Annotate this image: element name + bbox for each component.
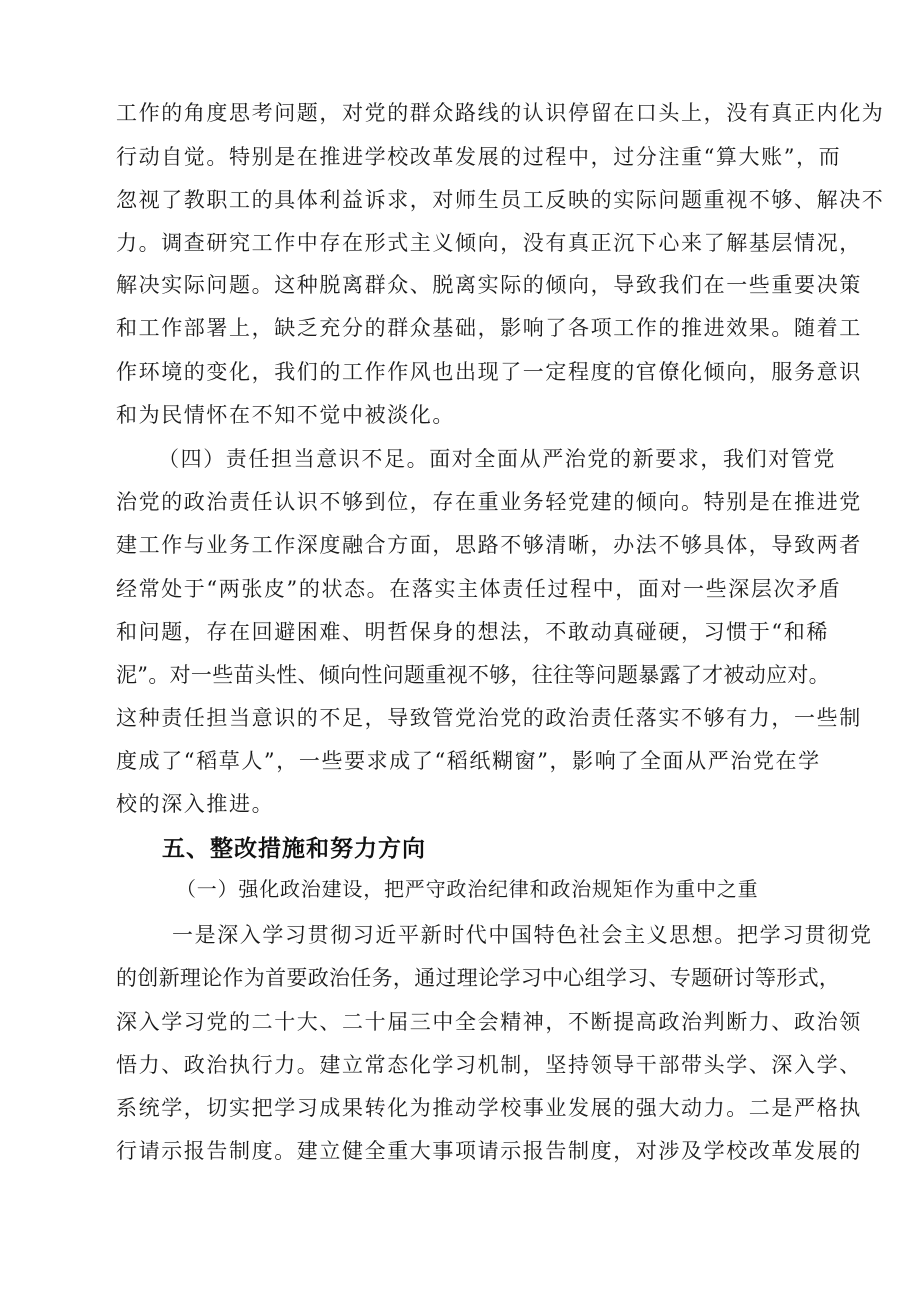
paragraph-2-line-5: 和问题，存在回避困难、明哲保身的想法，不敢动真碰硬，习惯于“和稀 bbox=[116, 620, 829, 644]
paragraph-1-line-8: 和为民情怀在不知不觉中被淡化。 bbox=[116, 403, 455, 427]
paragraph-1-line-5: 解决实际问题。这种脱离群众、脱离实际的倾向，导致我们在一些重要决策 bbox=[116, 273, 862, 297]
subsection-heading: （一）强化政治建设，把严守政治纪律和政治规矩作为重中之重 bbox=[176, 877, 759, 901]
section-heading: 五、整改措施和努力方向 bbox=[162, 836, 426, 862]
paragraph-1-line-3: 忽视了教职工的具体利益诉求，对师生员工反映的实际问题重视不够、解决不 bbox=[116, 188, 885, 212]
paragraph-1-line-7: 作环境的变化，我们的工作作风也出现了一定程度的官僚化倾向，服务意识 bbox=[116, 360, 862, 384]
paragraph-2-line-2: 治党的政治责任认识不够到位，存在重业务轻党建的倾向。特别是在推进党 bbox=[116, 490, 862, 514]
paragraph-1-line-2: 行动自觉。特别是在推进学校改革发展的过程中，过分注重“算大账”，而 bbox=[116, 145, 842, 169]
paragraph-3-line-6: 行请示报告制度。建立健全重大事项请示报告制度，对涉及学校改革发展的 bbox=[116, 1139, 862, 1163]
paragraph-2-line-9: 校的深入推进。 bbox=[116, 792, 275, 816]
paragraph-3-line-5: 系统学，切实把学习成果转化为推动学校事业发展的强大动力。二是严格执 bbox=[116, 1096, 862, 1120]
paragraph-2-line-6: 泥”。对一些苗头性、倾向性问题重视不够，往往等问题暴露了才被动应对。 bbox=[116, 663, 830, 687]
paragraph-2-line-1: （四）责任担当意识不足。面对全面从严治党的新要求，我们对管党 bbox=[158, 447, 836, 471]
paragraph-3-line-2: 的创新理论作为首要政治任务，通过理论学习中心组学习、专题研讨等形式， bbox=[116, 966, 841, 990]
paragraph-2-line-8: 度成了“稻草人”，一些要求成了“稻纸糊窗”，影响了全面从严治党在学 bbox=[116, 749, 821, 773]
paragraph-2-line-7: 这种责任担当意识的不足，导致管党治党的政治责任落实不够有力，一些制 bbox=[116, 706, 862, 730]
paragraph-2-line-4: 经常处于“两张皮”的状态。在落实主体责任过程中，面对一些深层次矛盾 bbox=[116, 577, 842, 601]
paragraph-3-line-1: 一是深入学习贯彻习近平新时代中国特色社会主义思想。把学习贯彻党 bbox=[172, 923, 873, 947]
paragraph-2-line-3: 建工作与业务工作深度融合方面，思路不够清晰，办法不够具体，导致两者 bbox=[116, 533, 862, 557]
paragraph-1-line-6: 和工作部署上，缺乏充分的群众基础，影响了各项工作的推进效果。随着工 bbox=[116, 316, 862, 340]
paragraph-3-line-4: 悟力、政治执行力。建立常态化学习机制，坚持领导干部带头学、深入学、 bbox=[116, 1053, 862, 1077]
paragraph-1-line-4: 力。调查研究工作中存在形式主义倾向，没有真正沉下心来了解基层情况， bbox=[116, 231, 862, 255]
paragraph-3-line-3: 深入学习党的二十大、二十届三中全会精神，不断提高政治判断力、政治领 bbox=[116, 1010, 862, 1034]
paragraph-1-line-1: 工作的角度思考问题，对党的群众路线的认识停留在口头上，没有真正内化为 bbox=[116, 101, 885, 125]
